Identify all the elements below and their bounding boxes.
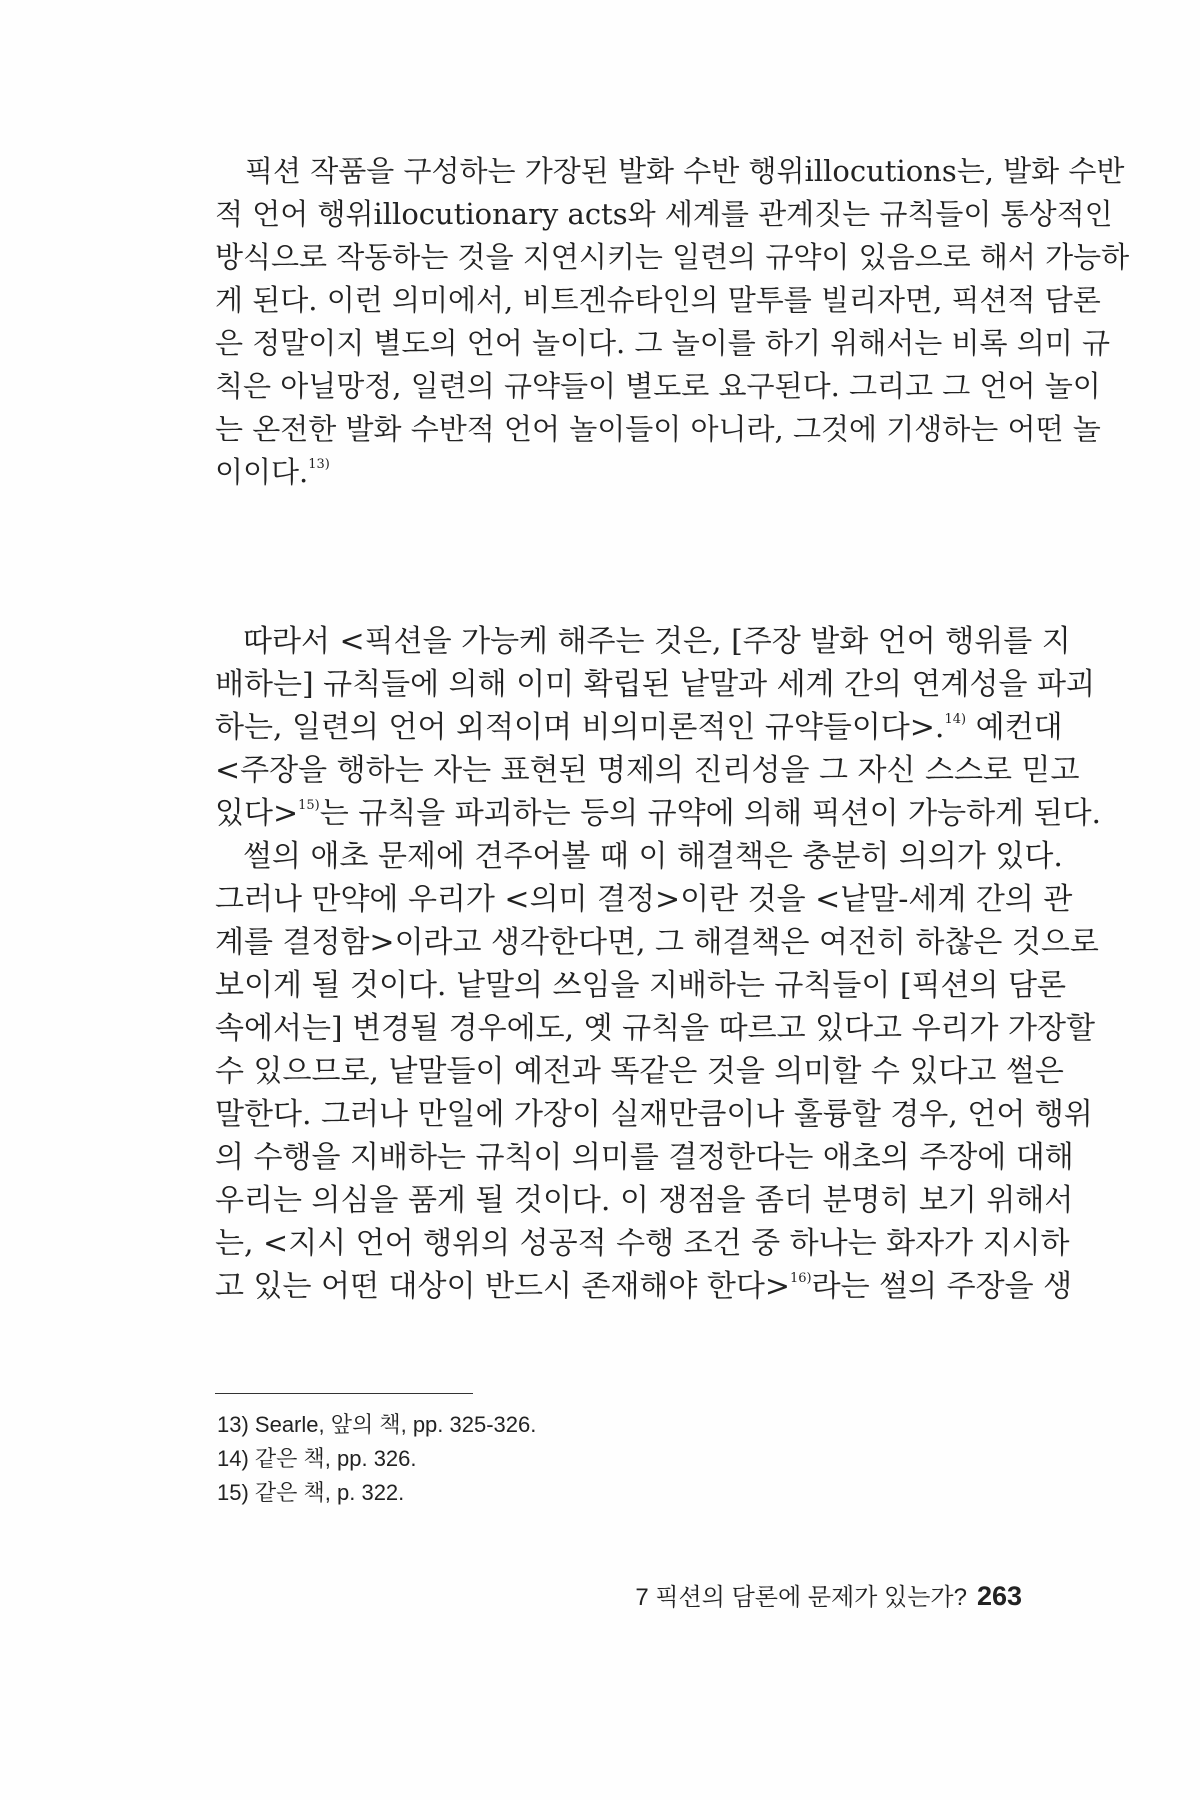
quote-line: 게 된다. 이런 의미에서, 비트겐슈타인의 말투를 빌리자면, 픽션적 담론 <box>215 283 1101 317</box>
body-line: 는, <지시 언어 행위의 성공적 수행 조건 중 하나는 화자가 지시하 <box>215 1226 1070 1261</box>
body-line: 수 있으므로, 낱말들이 예전과 똑같은 것을 의미할 수 있다고 썰은 <box>215 1054 1064 1089</box>
body-line-text: 라는 썰의 주장을 생 <box>811 1269 1073 1304</box>
footnote: 13) Searle, 앞의 책, pp. 325-326. <box>217 1412 537 1437</box>
body-line <box>215 792 1102 835</box>
body-line <box>215 1265 1073 1308</box>
quote-line: 은 정말이지 별도의 언어 놀이다. 그 놀이를 하기 위해서는 비록 의미 규 <box>215 326 1111 360</box>
body-line: 우리는 의심을 품게 될 것이다. 이 쟁점을 좀더 분명히 보기 위해서 <box>215 1183 1074 1218</box>
footnote: 15) 같은 책, p. 322. <box>217 1480 405 1505</box>
body-line: 따라서 <픽션을 가능케 해주는 것은, [주장 발화 언어 행위를 지 <box>243 624 1071 659</box>
quote-line: 칙은 아닐망정, 일련의 규약들이 별도로 요구된다. 그리고 그 언어 놀이 <box>215 369 1101 403</box>
body-line-text: 하는, 일련의 언어 외적이며 비의미론적인 규약들이다>. <box>215 710 945 745</box>
body-line: <주장을 행하는 자는 표현된 명제의 진리성을 그 자신 스스로 믿고 <box>215 753 1080 788</box>
footnote-ref-14: 14) <box>944 712 967 727</box>
body-line: 말한다. 그러나 만일에 가장이 실재만큼이나 훌륭할 경우, 언어 행위 <box>215 1097 1093 1132</box>
body-line: 계를 결정함>이라고 생각한다면, 그 해결책은 여전히 하찮은 것으로 <box>215 925 1099 960</box>
page-number: 263 <box>976 1581 1022 1611</box>
quote-line: 는 온전한 발화 수반적 언어 놀이들이 아니라, 그것에 기생하는 어떤 놀 <box>215 412 1101 446</box>
body-line: 속에서는] 변경될 경우에도, 옛 규칙을 따르고 있다고 우리가 가장할 <box>215 1011 1095 1046</box>
quote-line: 적 언어 행위illocutionary acts와 세계를 관계짓는 규칙들이 통상적인 <box>215 197 1113 231</box>
body-line-text: 고 있는 어떤 대상이 반드시 존재해야 한다> <box>215 1269 791 1304</box>
footnote: 14) 같은 책, pp. 326. <box>217 1446 417 1471</box>
body-line-text: 있다> <box>215 796 299 831</box>
body-line-text: 는 규칙을 파괴하는 등의 규약에 의해 픽션이 가능하게 된다. <box>319 796 1102 831</box>
body-line: 배하는] 규칙들에 의해 이미 확립된 낱말과 세계 간의 연계성을 파괴 <box>215 667 1095 702</box>
body-line: 보이게 될 것이다. 낱말의 쓰임을 지배하는 규칙들이 [픽션의 담론 <box>215 968 1067 1003</box>
body-line: 의 수행을 지배하는 규칙이 의미를 결정한다는 애초의 주장에 대해 <box>215 1140 1074 1175</box>
quote-line-text: 이이다. <box>215 455 309 489</box>
footnote-divider <box>215 1393 473 1394</box>
body-line: 썰의 애초 문제에 견주어볼 때 이 해결책은 충분히 의의가 있다. <box>243 839 1063 874</box>
quote-line <box>215 451 1023 494</box>
body-line-text: 예컨대 <box>975 710 1063 745</box>
body-line <box>215 706 1063 749</box>
footnote-ref-13: 13) <box>308 457 330 472</box>
running-footer <box>635 1576 1022 1616</box>
body-line: 그러나 만약에 우리가 <의미 결정>이란 것을 <낱말-세계 간의 관 <box>215 882 1073 917</box>
footnote-ref-15: 15) <box>298 798 320 813</box>
quote-line: 픽션 작품을 구성하는 가장된 발화 수반 행위illocutions는, 발화 수반 <box>245 154 1125 188</box>
quote-line: 방식으로 작동하는 것을 지연시키는 일련의 규약이 있음으로 해서 가능하 <box>215 240 1130 274</box>
chapter-title: 7 픽션의 담론에 문제가 있는가? <box>635 1584 967 1611</box>
footnote-ref-16: 16) <box>790 1271 812 1286</box>
